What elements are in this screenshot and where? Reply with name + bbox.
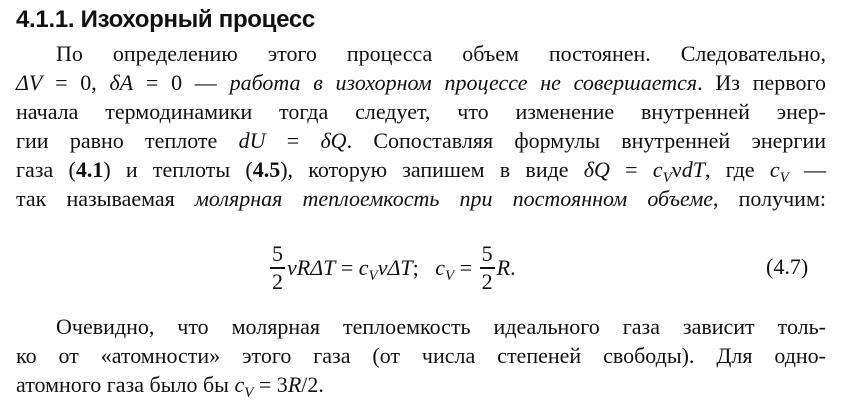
eq-c-letter-2: c [435,255,446,280]
eq-term-1: νRΔT [287,255,336,280]
cv-symbol-2 [769,157,789,186]
fraction-numerator: 5 [272,241,283,267]
paragraph2-line1: Очевидно, что молярная теплоемкость идеального газа зависит толь- [56,314,826,339]
line6-rest: , получим: [713,186,826,211]
p2l3-pre: атомного газа было бы [16,372,235,397]
line5-mid: ) и теплоты ( [103,157,253,182]
eq-sign-2: = [454,255,478,280]
paragraph1-line2 [16,69,826,97]
eq-separator: ; [412,255,436,280]
line6-pre: так называемая [16,186,195,211]
fraction-denominator: 2 [272,268,283,294]
fraction-five-halves [270,241,285,294]
p2-c-letter: c [234,372,245,397]
line5-pre: газа ( [16,157,76,182]
delta-a: δA [109,70,134,95]
line2-rest: . Из первого [697,70,826,95]
p2-v-subscript: V [244,385,254,401]
formula-ref-4-1: 4.1 [75,157,104,182]
eq-v-subscript-2: V [445,268,455,284]
paragraph1-line6 [16,185,826,213]
eq-zero-1: = 0, [42,70,110,95]
cv-symbol [652,157,672,186]
c-letter-2: c [769,157,780,182]
delta-v: ΔV [16,70,43,95]
paragraph1-line3: начала термодинамики тогда следует, что изменение внутренней энер- [16,99,826,124]
dq-symbol-2: δQ [583,157,610,182]
eq-c-letter: c [358,255,369,280]
paragraph2-line2: ко от «атомности» этого газа (от числа степеней свободы). Для одно- [16,343,826,368]
line4-rest: . Сопоставляя формулы внутренней энергии [346,128,826,153]
italic-term: молярная теплоемкость при постоянном объеме [194,186,714,211]
eq-zero-2: = 0 — [133,70,230,95]
fraction-five-halves-2 [480,241,495,294]
paragraph1-line5 [16,156,826,184]
equation-number: (4.7) [766,254,809,279]
eq-sign-1: = [335,255,359,280]
line5-rest: , где [704,157,770,182]
dt-symbol: dT [681,157,705,182]
line5-eq: = [609,157,653,182]
italic-statement: работа в изохорном процессе не совершается [229,70,698,95]
paragraph1-line4 [16,127,826,155]
eq-cv-2 [435,255,455,284]
p2l3-rest: /2. [301,372,324,397]
fraction-numerator-2: 5 [481,241,493,267]
equation-4-7 [268,236,516,300]
dq-symbol: δQ [320,128,347,153]
eq-v-subscript: V [368,268,378,284]
line5-mid2: ), которую запишем в виде [280,157,584,182]
p2-r: R [287,372,302,397]
eq-dot: . [510,255,516,280]
paragraph2-line3 [16,371,324,399]
c-letter: c [652,157,663,182]
eq-term-2: νΔT [377,255,413,280]
eq-r: R [496,255,511,280]
formula-ref-4-5: 4.5 [252,157,281,182]
nu-symbol: ν [671,157,682,182]
p2l3-eq: = 3 [253,372,288,397]
eq-cv [358,255,378,284]
p2-cv [234,372,254,401]
fraction-denominator-2: 2 [481,268,493,294]
line4-eq: = [265,128,321,153]
v-subscript-2: V [779,170,789,186]
paragraph1-line1: По определению этого процесса объем постоянен. Следовательно, [56,41,826,66]
line4-pre: гии равно теплоте [16,128,239,153]
section-heading: 4.1.1. Изохорный процесс [16,6,315,33]
line5-dash: — [788,157,826,182]
v-subscript: V [662,170,672,186]
du-symbol: dU [238,128,266,153]
